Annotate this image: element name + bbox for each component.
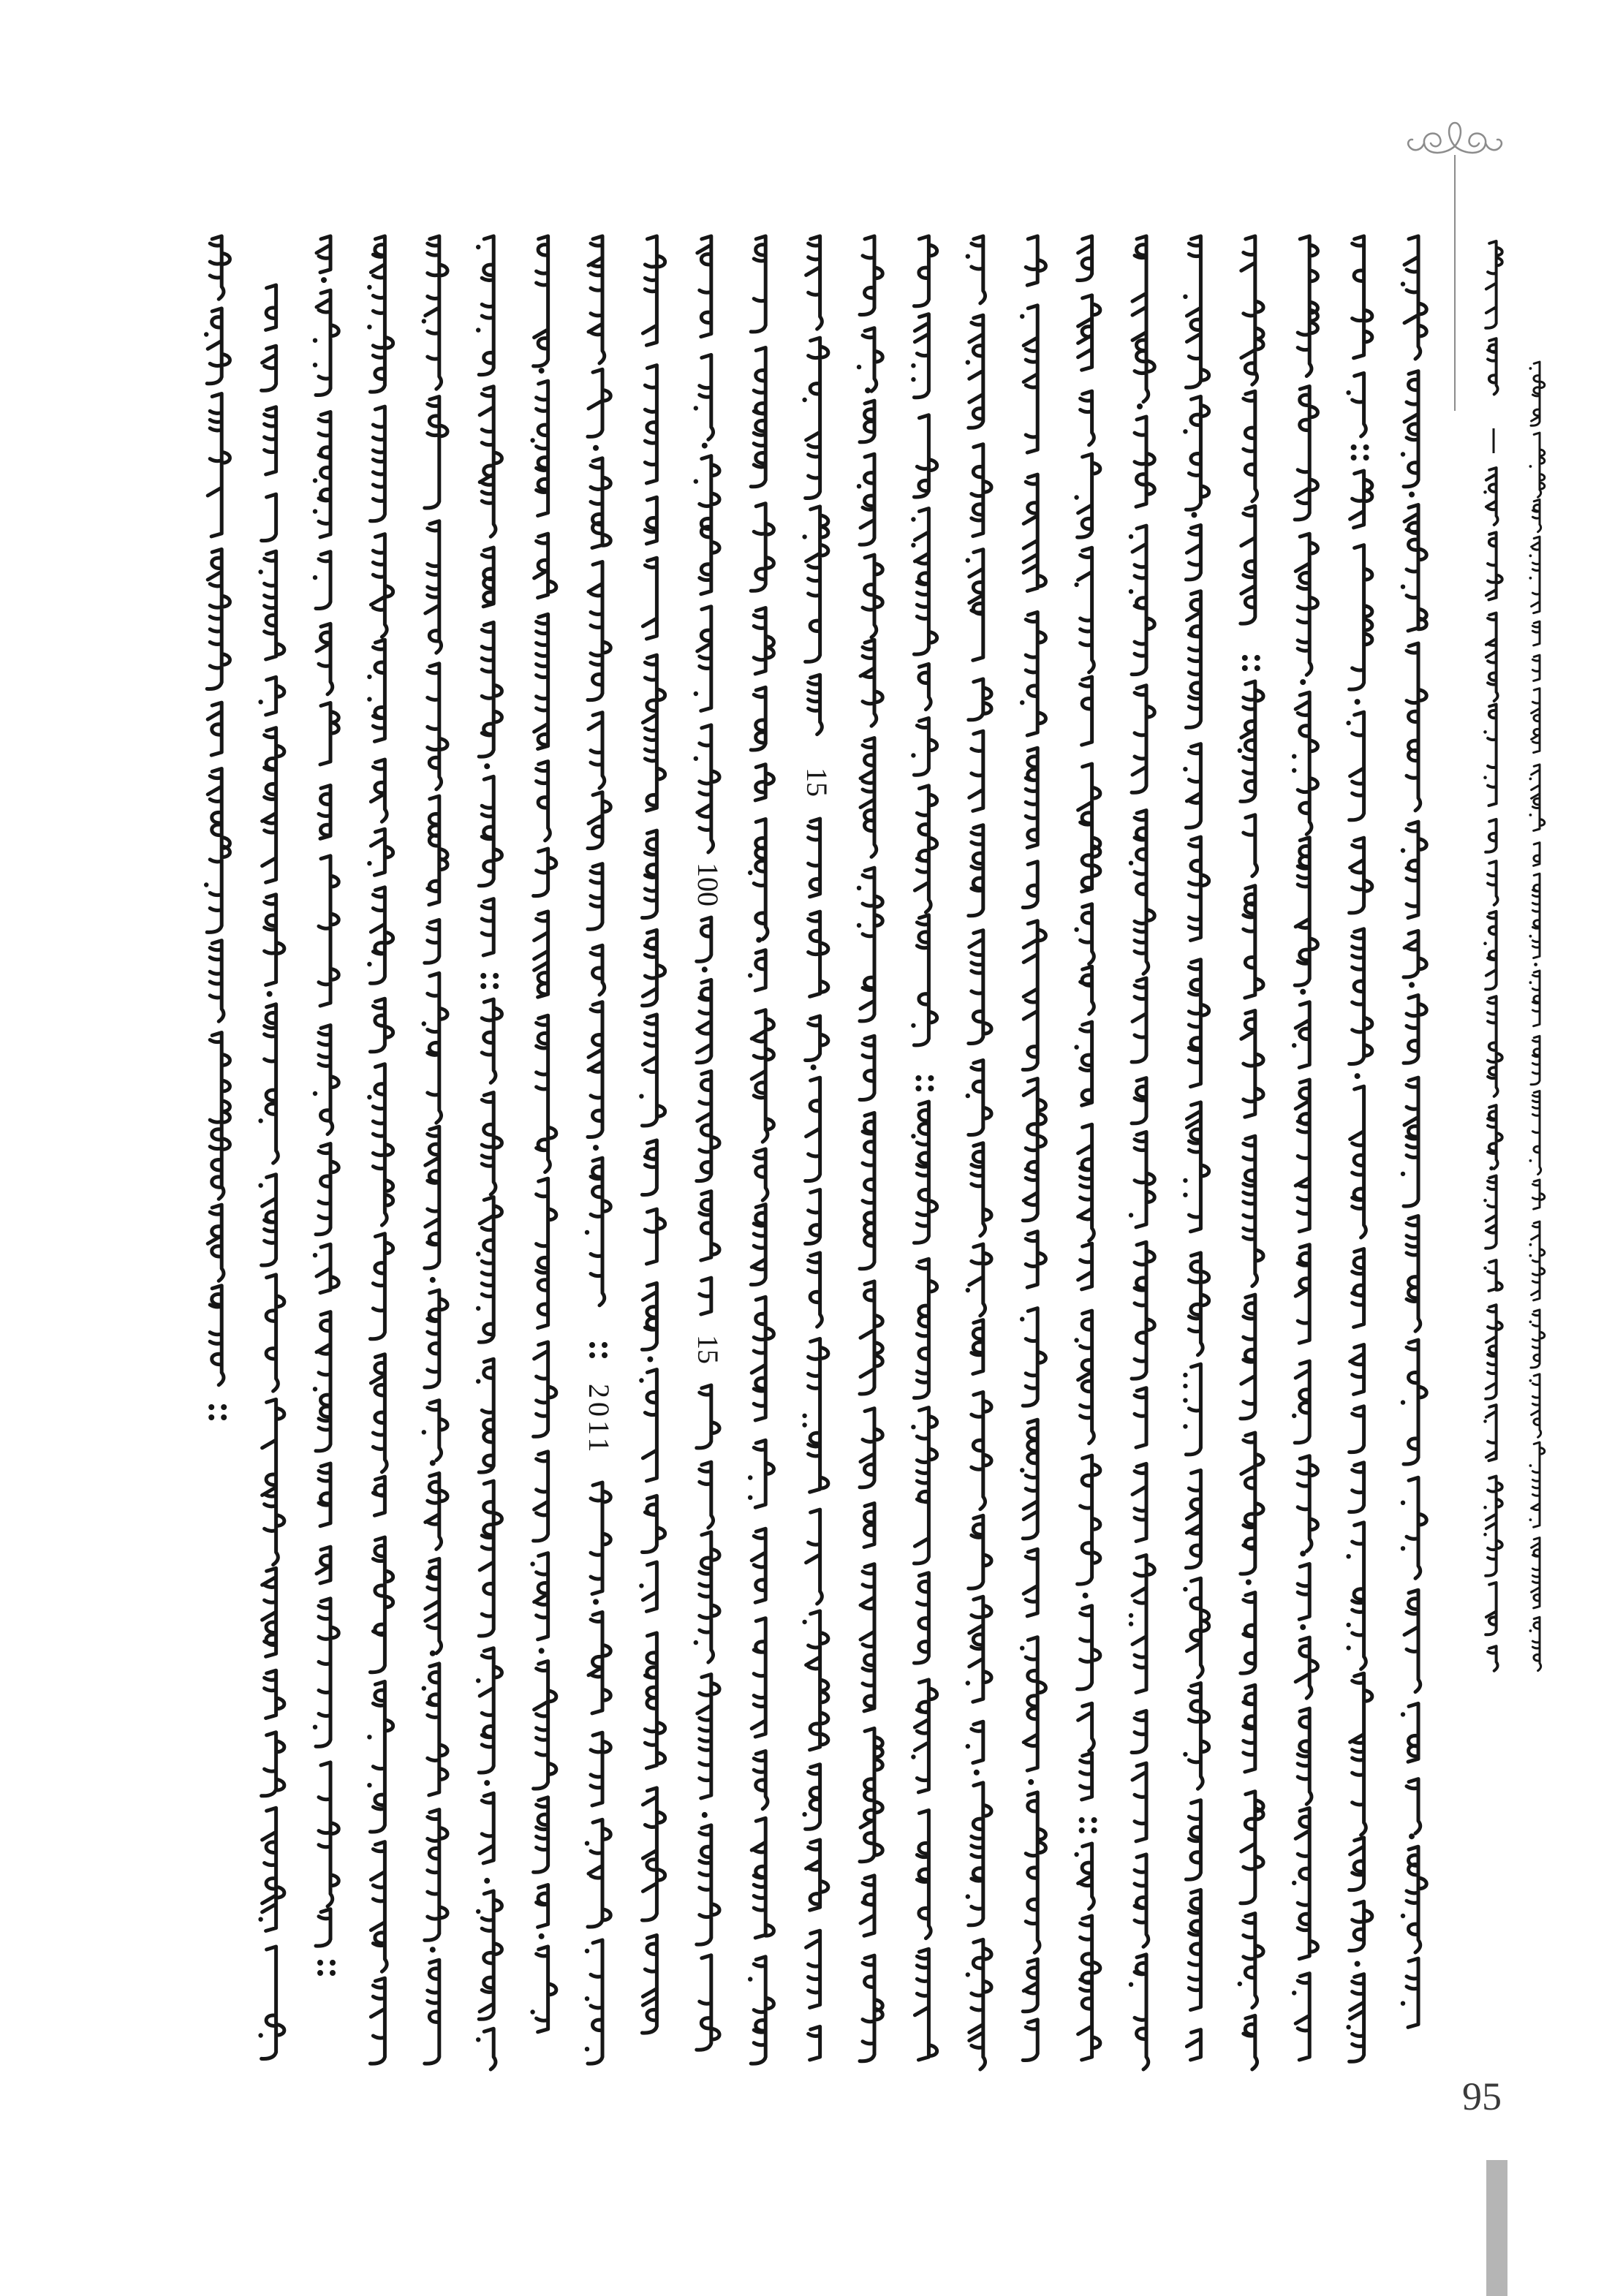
text-column bbox=[1129, 236, 1154, 2069]
text-column bbox=[802, 236, 828, 2060]
text-column bbox=[204, 236, 230, 1420]
running-header-line bbox=[1483, 241, 1502, 1671]
text-column bbox=[1183, 236, 1208, 2060]
text-column bbox=[1074, 236, 1100, 2060]
text-column bbox=[1401, 236, 1426, 2027]
running-header-line bbox=[1529, 362, 1545, 1671]
text-column bbox=[1238, 236, 1263, 2069]
text-column bbox=[1020, 236, 1045, 2060]
page-number: 95 bbox=[1462, 2075, 1502, 2118]
inline-number: 100 bbox=[692, 863, 725, 906]
text-column bbox=[422, 236, 447, 2064]
inline-number: 2011 bbox=[583, 1384, 616, 1456]
text-column bbox=[639, 236, 665, 2033]
text-column bbox=[748, 236, 773, 2064]
text-column bbox=[258, 285, 284, 2058]
text-column bbox=[694, 236, 719, 2050]
text-column bbox=[911, 236, 937, 2060]
text-column bbox=[1292, 236, 1317, 2060]
text-column bbox=[313, 236, 338, 1976]
text-body bbox=[204, 236, 1426, 2069]
text-column bbox=[857, 236, 882, 2061]
inline-number: 15 bbox=[692, 1335, 725, 1364]
text-column bbox=[476, 236, 502, 2069]
text-column bbox=[530, 236, 556, 2032]
inline-number: 15 bbox=[801, 768, 833, 797]
text-column bbox=[367, 236, 393, 2064]
text-column bbox=[966, 236, 991, 2069]
page-edge-tab bbox=[1486, 2160, 1507, 2296]
text-column bbox=[1346, 236, 1372, 2061]
running-header bbox=[1483, 241, 1545, 1671]
header-ornament bbox=[1408, 123, 1502, 153]
text-column bbox=[585, 236, 610, 2064]
